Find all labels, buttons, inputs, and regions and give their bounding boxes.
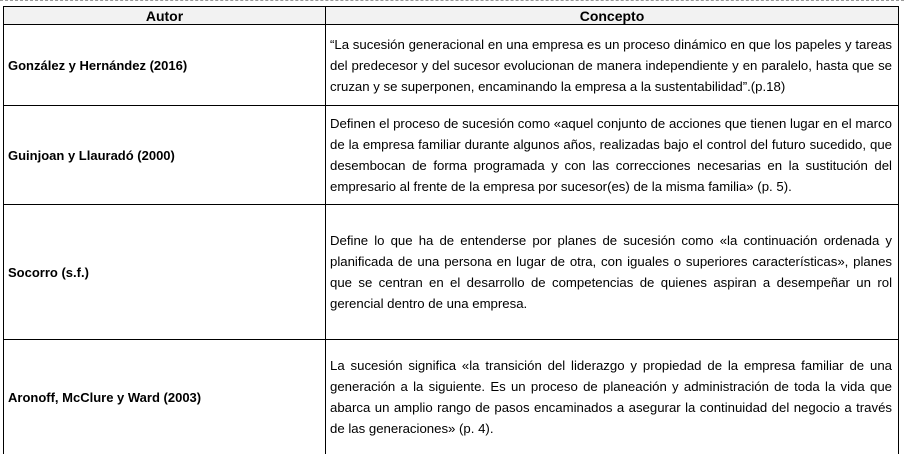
header-concept: Concepto (326, 7, 899, 25)
table-row (4, 25, 899, 106)
author-cell: González y Hernández (2016) (4, 25, 326, 106)
table-row (4, 106, 899, 205)
author-cell: Guinjoan y Llauradó (2000) (4, 106, 326, 205)
succession-concepts-table (3, 6, 899, 454)
concept-cell: Definen el proceso de sucesión como «aquel conjunto de acciones que tienen lugar en el marco de la empresa familiar durante algunos años, realizadas bajo el control del futuro sucedido, que desembocan de forma programada y con las correcciones necesarias en la sustitución del empresario al frente de la empresa por sucesor(es) de la misma familia» (p. 5). (326, 106, 899, 205)
page-top-border (0, 0, 904, 1)
author-cell: Socorro (s.f.) (4, 205, 326, 340)
table-row (4, 205, 899, 340)
author-cell: Aronoff, McClure y Ward (2003) (4, 340, 326, 455)
concept-cell: Define lo que ha de entenderse por planes de sucesión como «la continuación ordenada y planificada de una persona en lugar de otra, con iguales o superiores características», planes que se centran en el desarrollo de competencias de quienes aspiran a desempeñar un rol gerencial dentro de una empresa. (326, 205, 899, 340)
concept-cell: La sucesión significa «la transición del liderazgo y propiedad de la empresa familiar de una generación a la siguiente. Es un proceso de planeación y administración de toda la vida que abarca un amplio rango de pasos encaminados a asegurar la continuidad del negocio a través de las generaciones» (p. 4). (326, 340, 899, 455)
header-author: Autor (4, 7, 326, 25)
concept-cell: “La sucesión generacional en una empresa es un proceso dinámico en que los papeles y tareas del predecesor y del sucesor evolucionan de manera independiente y en paralelo, hasta que se cruzan y se superponen, encaminando la empresa a la sustentabilidad”.(p.18) (326, 25, 899, 106)
table-row (4, 340, 899, 455)
table-header-row (4, 7, 899, 25)
